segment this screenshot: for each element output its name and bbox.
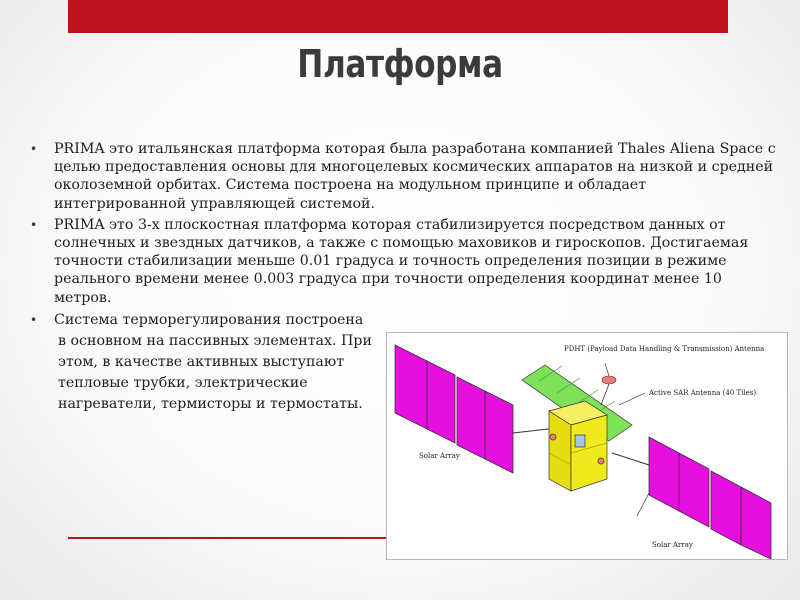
sar-antenna-label: Active SAR Antenna (40 Tiles) [649,389,757,397]
bullet-item-3 [30,310,384,415]
bullet-item-2 [30,216,778,307]
bullet-3-line-5: нагреватели, термисторы и термостаты. [58,395,363,412]
right-array-boom [612,453,649,465]
top-accent-bar [68,0,728,33]
bullet-3-line-3: этом, в качестве активных выступают [58,353,345,370]
solar-array-bottom-label: Solar Array [652,541,693,549]
bullet-3-line-4: тепловые трубки, электрические [58,374,308,391]
bullet-text-1: PRIMA это итальянская платформа которая была разработана компанией Thales Aliena Space с целью предоставления основы для многоцелевых космических аппаратов на низкой и средней околоземной орбитах. Система построена на модульном принципе и обладает интегрированной управляющей системой. [54,141,776,212]
satellite-figure [386,332,788,560]
pdht-antenna [601,376,616,405]
bullet-text-2: PRIMA это 3-х плоскостная платформа которая стабилизируется посредством данных от солнечных и звездных датчиков, а также с помощью маховиков и гироскопов. Достигаемая точности стабилизации меньше 0.01 градуса и точность определения позиции в режиме реального времени менее 0.003 градуса при точности определения координат менее 10 метров. [54,216,749,306]
bullet-marker: • [30,142,38,156]
satellite-bus [549,401,607,491]
pdht-antenna-label: PDHT (Payload Data Handling & Transmission) Antenna [564,345,765,353]
bullet-item-1 [30,140,778,213]
bullet-marker: • [30,312,38,327]
satellite-diagram [387,333,787,559]
solar-array-left-label: Solar Array [419,452,460,460]
bottom-accent-line [68,537,398,539]
bullet-3-line-1: Система терморегулирования построена [54,311,364,328]
slide-title: Платформа [297,42,503,86]
bullet-marker: • [30,217,38,232]
bullet-3-line-2: в основном на пассивных элементах. При [58,332,372,349]
